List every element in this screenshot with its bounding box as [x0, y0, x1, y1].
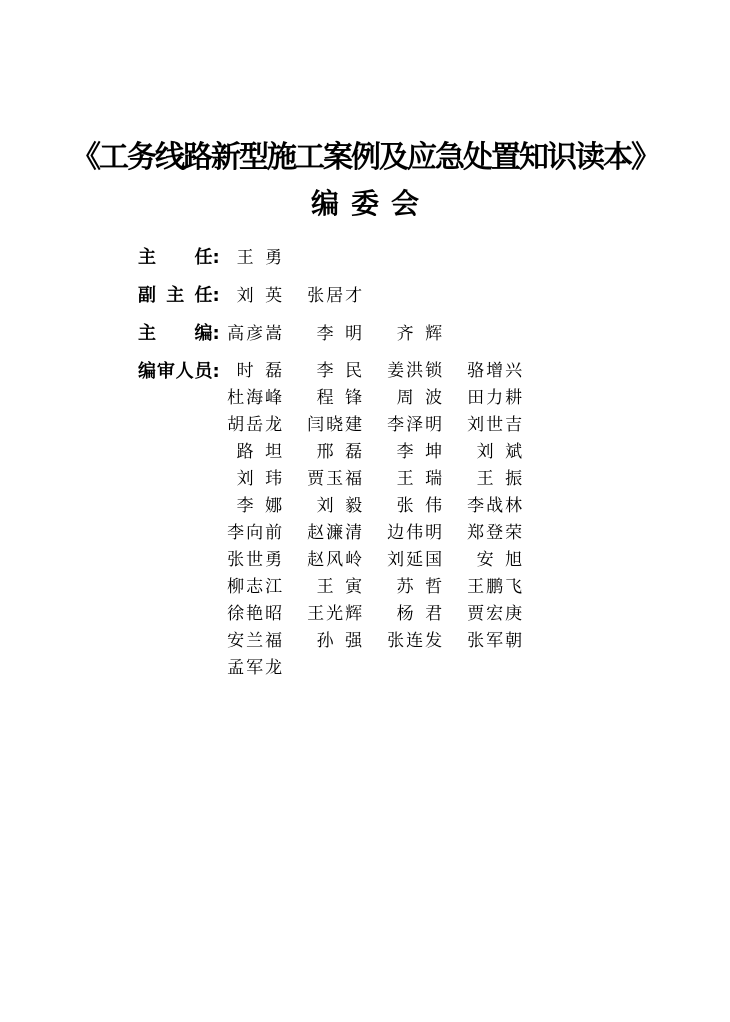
names-head [226, 240, 618, 276]
person-name: 贾 宏 庚 [467, 604, 523, 624]
person-name: 王 光 辉 [307, 604, 363, 624]
person-name: 徐 艳 昭 [227, 604, 283, 624]
role-label-deputy [138, 278, 212, 314]
role-label-char: 员 [194, 361, 213, 382]
person-name: 邢 磊 [316, 442, 363, 462]
person-name: 骆 增 兴 [467, 361, 523, 381]
book-title: 《工务线路新型施工案例及应急处置知识读本》 [71, 140, 659, 175]
person-name: 李 战 林 [467, 496, 523, 516]
committee-heading: 编委会 [310, 187, 431, 220]
person-name: 苏 哲 [396, 577, 443, 597]
person-name: 刘 毅 [316, 496, 363, 516]
person-name: 王 瑞 [396, 469, 443, 489]
person-name: 王 振 [476, 469, 523, 489]
role-label-char: 任 [194, 247, 213, 268]
person-name: 刘 玮 [236, 469, 283, 489]
person-name: 时 磊 [236, 361, 283, 381]
person-name: 边 伟 明 [387, 523, 443, 543]
role-label-char: 审 [156, 361, 175, 382]
person-name: 李 明 [316, 324, 363, 344]
person-name: 刘 斌 [476, 442, 523, 462]
role-label-char: 副 [138, 285, 156, 306]
person-name: 王 勇 [236, 248, 283, 268]
person-name: 贾 玉 福 [307, 469, 363, 489]
person-name: 杨 君 [396, 604, 443, 624]
person-name: 胡 岳 龙 [227, 415, 283, 435]
role-colon: : [212, 247, 220, 268]
person-name: 闫 晓 建 [307, 415, 363, 435]
person-name: 张 伟 [396, 496, 443, 516]
person-name: 李 民 [316, 361, 363, 381]
names-members [226, 358, 618, 682]
person-name: 王 鹏 飞 [467, 577, 523, 597]
person-name: 安 旭 [476, 550, 523, 570]
person-name: 李 泽 明 [387, 415, 443, 435]
person-name: 姜 洪 锁 [387, 361, 443, 381]
role-label-char: 主 [138, 247, 156, 268]
role-label-editor [138, 316, 212, 352]
role-label-head [138, 240, 212, 276]
role-row-deputy [138, 278, 618, 316]
person-name: 程 锋 [316, 388, 363, 408]
person-name: 李 向 前 [227, 523, 283, 543]
role-colon: : [212, 285, 220, 306]
role-label-char: 主 [138, 323, 156, 344]
role-colon: : [212, 323, 220, 344]
person-name: 柳 志 江 [227, 577, 283, 597]
person-name: 齐 辉 [396, 324, 443, 344]
person-name: 张 世 勇 [227, 550, 283, 570]
person-name: 张 军 朝 [467, 631, 523, 651]
person-name: 王 寅 [316, 577, 363, 597]
person-name: 刘 延 国 [387, 550, 443, 570]
person-name: 张 连 发 [387, 631, 443, 651]
role-label-char: 人 [175, 361, 194, 382]
role-label-char: 任 [194, 285, 213, 306]
person-name: 张 居 才 [307, 286, 363, 306]
person-name: 路 坦 [236, 442, 283, 462]
committee-roster [138, 240, 618, 682]
role-row-head [138, 240, 618, 278]
person-name: 赵 风 岭 [307, 550, 363, 570]
person-name: 刘 世 吉 [467, 415, 523, 435]
role-label-char: 编 [138, 361, 156, 382]
names-deputy [226, 278, 618, 314]
person-name: 田 力 耕 [467, 388, 523, 408]
person-name: 安 兰 福 [227, 631, 283, 651]
person-name: 郑 登 荣 [467, 523, 523, 543]
person-name: 李 娜 [236, 496, 283, 516]
person-name: 高 彦 嵩 [227, 324, 283, 344]
person-name: 李 坤 [396, 442, 443, 462]
person-name: 杜 海 峰 [227, 388, 283, 408]
role-label-char: 主 [166, 285, 185, 306]
role-row-editor [138, 316, 618, 354]
role-label-char: 编 [194, 323, 213, 344]
person-name: 刘 英 [236, 286, 283, 306]
role-colon: : [212, 361, 220, 382]
person-name: 赵 濂 清 [307, 523, 363, 543]
role-row-members [138, 358, 618, 682]
role-label-members [138, 358, 212, 385]
person-name: 孙 强 [316, 631, 363, 651]
names-editor [226, 316, 618, 352]
person-name: 周 波 [396, 388, 443, 408]
person-name: 孟 军 龙 [227, 658, 283, 678]
